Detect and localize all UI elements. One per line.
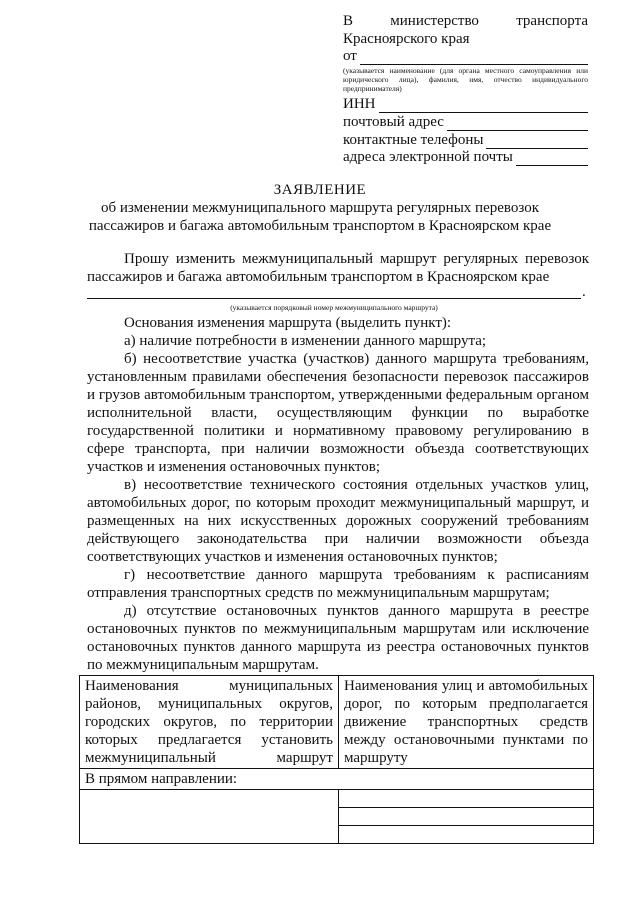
direction-label: В прямом направлении: xyxy=(80,769,594,790)
grounds-item[interactable]: а) наличие потребности в изменении данного маршрута; xyxy=(124,333,487,349)
route-table xyxy=(79,675,594,844)
email-label: адреса электронной почты xyxy=(343,149,513,165)
phone-label: контактные телефоны xyxy=(343,132,484,148)
table-subline[interactable] xyxy=(339,826,593,843)
addressee-word: транспорта xyxy=(516,13,588,29)
document-title: ЗАЯВЛЕНИЕ xyxy=(273,182,367,198)
document-subtitle-line: об изменении межмуниципального маршрута регулярных перевозок xyxy=(101,200,539,216)
addressee-word: В xyxy=(343,13,354,29)
table-subline[interactable] xyxy=(339,808,593,826)
phone-input-line[interactable] xyxy=(486,135,588,149)
grounds-item[interactable]: д) отсутствие остановочных пунктов данного маршрута в реестре остановочных пунктов по межмуниципальным маршрутам или исключение остановочных пунктов данного маршрута из реестра остановочных пунктов по межмуниципальным маршрутам. xyxy=(87,603,589,673)
table-row xyxy=(80,769,594,790)
route-line-end: . xyxy=(582,284,586,300)
table-row xyxy=(80,790,594,844)
grounds-item[interactable]: г) несоответствие данного маршрута требованиям к расписаниям отправления транспортных средств по межмуниципальным маршрутам; xyxy=(87,567,589,601)
grounds-heading: Основания изменения маршрута (выделить пункт): xyxy=(124,315,452,331)
email-field[interactable] xyxy=(343,148,588,166)
table-cell-streets[interactable] xyxy=(339,790,594,844)
table-header-municipalities: Наименования муниципальных районов, муниципальных округов, городских округов, по территории которых предлагается установить межмуниципальный маршрут xyxy=(80,676,339,769)
table-header-streets: Наименования улиц и автомобильных дорог, по которым предполагается движение транспортных средств между остановочными пунктами по маршруту xyxy=(339,676,594,769)
from-note: (указывается наименование (для органа местного самоуправления или юридического лица), фамилия, имя, отчество индивидуального предпринимателя) xyxy=(343,66,588,93)
addressee-line xyxy=(343,12,588,30)
document-subtitle-line: пассажиров и багажа автомобильным транспортом в Красноярском крае xyxy=(88,218,552,234)
postal-address-label: почтовый адрес xyxy=(343,114,444,130)
inn-label: ИНН xyxy=(343,96,376,112)
grounds-list xyxy=(87,332,589,674)
route-number-input-line[interactable] xyxy=(87,283,581,299)
table-cell-municipalities[interactable] xyxy=(80,790,339,844)
request-paragraph: Прошу изменить межмуниципальный маршрут регулярных перевозок пассажиров и багажа автомобильным транспортом в Красноярском крае xyxy=(87,251,589,285)
grounds-item[interactable]: б) несоответствие участка (участков) данного маршрута требованиям, установленным правилами обеспечения безопасности перевозок пассажиров и грузов автомобильным транспортом, утвержденными федеральным органом исполнительной власти, осуществляющим функции по выработке государственной политики и нормативному правовому регулированию в сфере транспорта, при наличии возможности объезда соответствующих участков и изменения остановочных пунктов; xyxy=(87,351,589,475)
from-field[interactable] xyxy=(343,47,588,65)
addressee-word: министерство xyxy=(390,13,479,29)
inn-input-line[interactable] xyxy=(379,99,589,113)
table-header-row xyxy=(80,676,594,769)
phone-field[interactable] xyxy=(343,131,588,149)
from-input-line[interactable] xyxy=(360,51,588,65)
addressee-region: Красноярского края xyxy=(343,31,470,47)
postal-address-field[interactable] xyxy=(343,113,588,131)
inn-field[interactable] xyxy=(343,95,588,113)
grounds-item[interactable]: в) несоответствие технического состояния отдельных участков улиц, автомобильных дорог, по которым проходит межмуниципальный маршрут, и размещенных на них искусственных дорожных сооружений требованиям действующего законодательства при наличии возможности объезда соответствующих участков и изменения остановочных пунктов; xyxy=(87,477,589,565)
postal-address-input-line[interactable] xyxy=(447,117,588,131)
route-number-note: (указывается порядковый номер межмуниципального маршрута) xyxy=(230,303,438,312)
table-subline[interactable] xyxy=(339,790,593,808)
from-label: от xyxy=(343,48,357,64)
email-input-line[interactable] xyxy=(516,152,588,166)
